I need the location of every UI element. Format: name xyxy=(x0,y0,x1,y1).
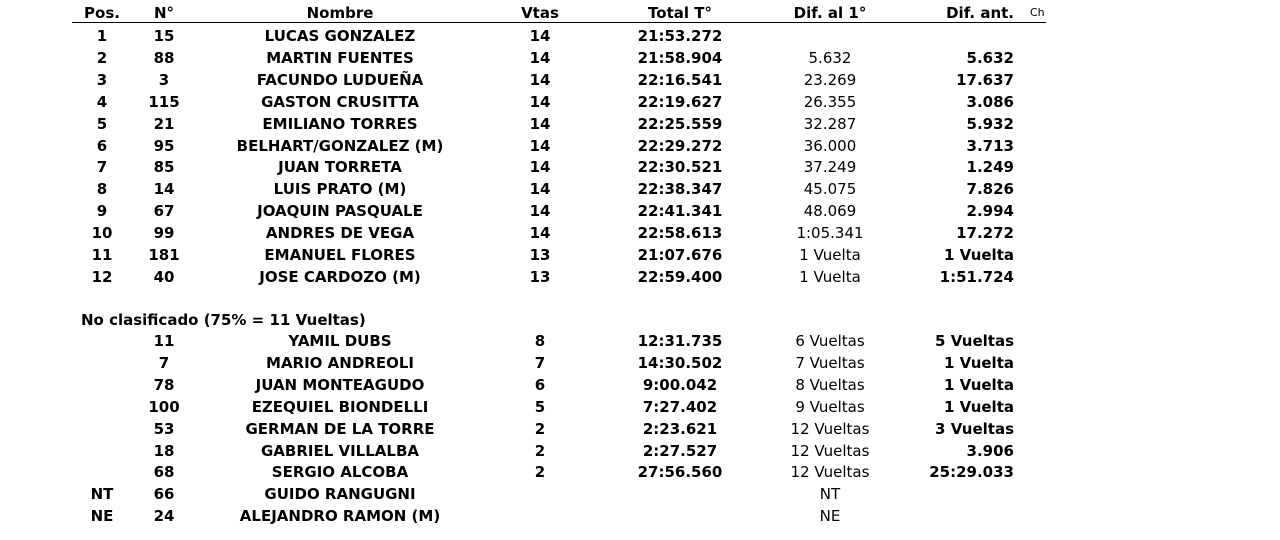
cell-pos: NE xyxy=(90,507,114,526)
cell-diff-first: 1 Vuelta xyxy=(799,246,861,264)
cell-diff-prev: 1 Vuelta xyxy=(943,397,1014,416)
cell-diff-first: 1 Vuelta xyxy=(799,267,861,286)
cell-laps: 14 xyxy=(529,180,551,199)
cell-name: MARTIN FUENTES xyxy=(266,48,414,67)
cell-diff-prev: 1 Vuelta xyxy=(943,246,1014,264)
cell-laps: 7 xyxy=(534,353,546,372)
cell-laps: 14 xyxy=(529,158,551,177)
header-diff-first: Dif. al 1° xyxy=(793,4,867,22)
cell-diff-prev: 1:51.724 xyxy=(939,267,1014,286)
cell-num: 3 xyxy=(158,70,170,89)
cell-name: GABRIEL VILLALBA xyxy=(260,441,420,460)
cell-name: JUAN MONTEAGUDO xyxy=(255,375,425,394)
cell-diff-prev: 3.713 xyxy=(966,136,1014,155)
cell-total: 22:30.521 xyxy=(637,158,723,177)
cell-num: 68 xyxy=(153,463,175,482)
cell-pos: 8 xyxy=(96,180,108,199)
cell-num: 100 xyxy=(148,397,180,416)
cell-diff-first: 23.269 xyxy=(803,70,857,89)
cell-laps: 14 xyxy=(529,202,551,221)
cell-total: 2:23.621 xyxy=(642,419,718,438)
cell-pos: 10 xyxy=(91,224,113,243)
unclassified-title: No clasificado (75% = 11 Vueltas) xyxy=(81,311,366,329)
cell-total: 21:58.904 xyxy=(637,48,723,67)
cell-laps: 6 xyxy=(534,375,546,394)
header-total: Total T° xyxy=(648,4,712,22)
cell-diff-prev: 5.932 xyxy=(966,114,1014,133)
cell-total: 22:29.272 xyxy=(637,136,723,155)
cell-num: 7 xyxy=(158,353,170,372)
cell-total: 22:58.613 xyxy=(637,224,723,243)
cell-pos: 9 xyxy=(96,202,108,221)
cell-total: 9:00.042 xyxy=(642,375,718,394)
header-name: Nombre xyxy=(306,4,374,22)
cell-pos: 7 xyxy=(96,158,108,177)
cell-pos: 12 xyxy=(91,267,113,286)
cell-name: GERMAN DE LA TORRE xyxy=(245,419,435,438)
cell-diff-first: 5.632 xyxy=(808,48,852,67)
cell-total: 7:27.402 xyxy=(642,397,718,416)
cell-pos: 5 xyxy=(96,114,108,133)
cell-num: 67 xyxy=(153,202,175,221)
cell-total: 22:25.559 xyxy=(637,114,723,133)
cell-diff-first: NT xyxy=(819,485,841,504)
cell-name: ANDRES DE VEGA xyxy=(265,224,415,243)
cell-total: 22:41.341 xyxy=(637,202,723,221)
cell-total: 21:07.676 xyxy=(637,246,723,264)
cell-num: 99 xyxy=(153,224,175,243)
cell-diff-first: 26.355 xyxy=(803,92,857,111)
cell-diff-prev: 17.637 xyxy=(956,70,1014,89)
cell-name: MARIO ANDREOLI xyxy=(266,353,414,372)
cell-diff-first: 9 Vueltas xyxy=(795,397,865,416)
cell-name: SERGIO ALCOBA xyxy=(271,463,409,482)
cell-total: 22:19.627 xyxy=(637,92,723,111)
header-extra: Ch xyxy=(1030,6,1045,19)
cell-diff-prev: 7.826 xyxy=(966,180,1014,199)
cell-num: 21 xyxy=(153,114,175,133)
cell-name: FACUNDO LUDUEÑA xyxy=(256,70,424,89)
cell-name: YAMIL DUBS xyxy=(288,332,392,350)
cell-laps: 5 xyxy=(534,397,546,416)
cell-laps: 2 xyxy=(534,419,546,438)
cell-laps: 14 xyxy=(529,224,551,243)
cell-laps: 14 xyxy=(529,48,551,67)
cell-num: 85 xyxy=(153,158,175,177)
cell-laps: 14 xyxy=(529,136,551,155)
cell-laps: 14 xyxy=(529,92,551,111)
cell-pos: NT xyxy=(90,485,114,504)
cell-diff-first: 12 Vueltas xyxy=(790,419,870,438)
cell-diff-prev: 17.272 xyxy=(956,224,1014,243)
cell-diff-prev: 5.632 xyxy=(966,48,1014,67)
cell-name: EZEQUIEL BIONDELLI xyxy=(251,397,429,416)
cell-name: LUCAS GONZALEZ xyxy=(264,27,416,45)
cell-name: GUIDO RANGUGNI xyxy=(264,485,416,504)
cell-laps: 14 xyxy=(529,70,551,89)
cell-laps: 2 xyxy=(534,463,546,482)
cell-diff-prev: 25:29.033 xyxy=(929,463,1014,482)
header-divider xyxy=(72,22,1046,23)
cell-name: LUIS PRATO (M) xyxy=(273,180,407,199)
cell-diff-first: 6 Vueltas xyxy=(795,332,865,350)
cell-name: JOSE CARDOZO (M) xyxy=(259,267,421,286)
cell-num: 95 xyxy=(153,136,175,155)
cell-diff-prev: 1 Vuelta xyxy=(943,375,1014,394)
cell-total: 12:31.735 xyxy=(637,332,723,350)
cell-laps: 8 xyxy=(534,332,546,350)
cell-total: 14:30.502 xyxy=(637,353,723,372)
cell-pos: 11 xyxy=(91,246,113,264)
header-pos: Pos. xyxy=(84,4,120,22)
cell-diff-prev: 3 Vueltas xyxy=(935,419,1014,438)
cell-diff-first: 7 Vueltas xyxy=(795,353,865,372)
cell-diff-first: 8 Vueltas xyxy=(795,375,865,394)
cell-num: 15 xyxy=(153,27,175,45)
cell-total: 2:27.527 xyxy=(642,441,718,460)
cell-diff-first: 36.000 xyxy=(803,136,857,155)
cell-diff-first: 48.069 xyxy=(803,202,857,221)
cell-num: 53 xyxy=(153,419,175,438)
cell-diff-prev: 1 Vuelta xyxy=(943,353,1014,372)
cell-diff-prev: 2.994 xyxy=(966,202,1014,221)
cell-laps: 14 xyxy=(529,27,551,45)
cell-pos: 1 xyxy=(96,27,108,45)
cell-total: 22:16.541 xyxy=(637,70,723,89)
cell-total: 21:53.272 xyxy=(637,27,723,45)
header-laps: Vtas xyxy=(521,4,559,22)
cell-name: EMANUEL FLORES xyxy=(264,246,416,264)
cell-name: JOAQUIN PASQUALE xyxy=(257,202,423,221)
cell-pos: 6 xyxy=(96,136,108,155)
cell-diff-first: 37.249 xyxy=(803,158,857,177)
cell-total: 22:38.347 xyxy=(637,180,723,199)
cell-laps: 13 xyxy=(529,246,551,264)
cell-num: 40 xyxy=(153,267,175,286)
cell-pos: 3 xyxy=(96,70,108,89)
cell-diff-first: 1:05.341 xyxy=(796,224,864,243)
cell-diff-prev: 3.086 xyxy=(966,92,1014,111)
header-diff-prev: Dif. ant. xyxy=(946,4,1014,22)
cell-laps: 14 xyxy=(529,114,551,133)
cell-num: 66 xyxy=(153,485,175,504)
cell-pos: 4 xyxy=(96,92,108,111)
header-num: N° xyxy=(153,4,175,22)
cell-pos: 2 xyxy=(96,48,108,67)
cell-num: 115 xyxy=(148,92,180,111)
cell-num: 24 xyxy=(153,507,175,526)
cell-num: 78 xyxy=(153,375,175,394)
cell-name: GASTON CRUSITTA xyxy=(261,92,419,111)
cell-diff-prev: 1.249 xyxy=(966,158,1014,177)
cell-num: 181 xyxy=(148,246,180,264)
cell-name: ALEJANDRO RAMON (M) xyxy=(239,507,441,526)
cell-num: 14 xyxy=(153,180,175,199)
cell-diff-first: 32.287 xyxy=(803,114,857,133)
cell-num: 11 xyxy=(153,332,175,350)
cell-diff-first: 45.075 xyxy=(803,180,857,199)
cell-diff-prev: 5 Vueltas xyxy=(935,332,1014,350)
cell-num: 88 xyxy=(153,48,175,67)
cell-diff-first: NE xyxy=(819,507,841,526)
cell-laps: 2 xyxy=(534,441,546,460)
cell-diff-first: 12 Vueltas xyxy=(790,441,870,460)
cell-name: JUAN TORRETA xyxy=(278,158,402,177)
cell-name: BELHART/GONZALEZ (M) xyxy=(236,136,444,155)
cell-total: 27:56.560 xyxy=(637,463,723,482)
cell-laps: 13 xyxy=(529,267,551,286)
cell-num: 18 xyxy=(153,441,175,460)
cell-diff-first: 12 Vueltas xyxy=(790,463,870,482)
cell-diff-prev: 3.906 xyxy=(966,441,1014,460)
cell-name: EMILIANO TORRES xyxy=(262,114,418,133)
cell-total: 22:59.400 xyxy=(637,267,723,286)
